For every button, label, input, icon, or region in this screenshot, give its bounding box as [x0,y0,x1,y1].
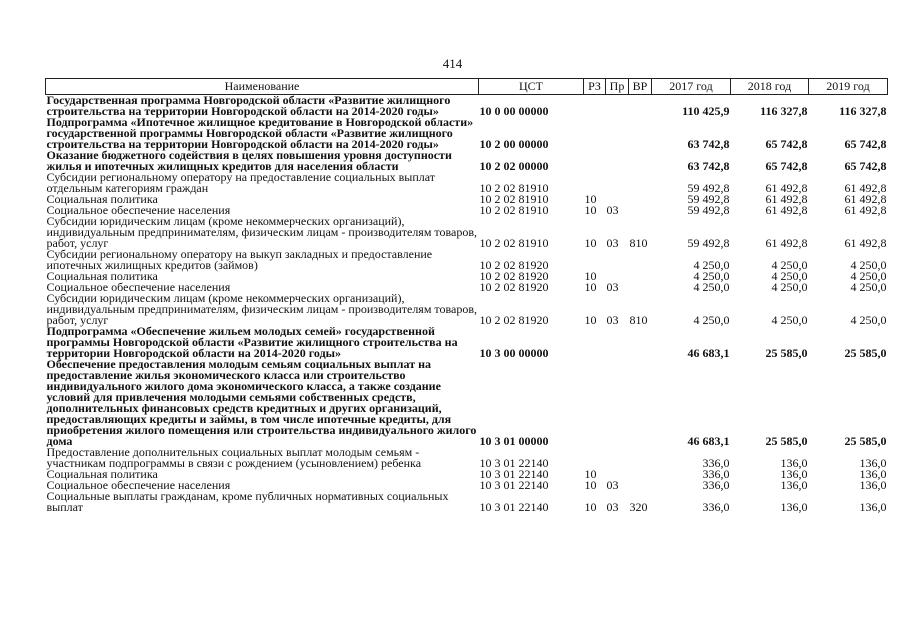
cell-pr [606,447,629,469]
cell-rz: 10 [584,280,597,294]
cell-pr [606,249,629,271]
cell-vr [629,469,652,480]
cell-name: Субсидии региональному оператору на выкуп закладных и предоставление ипотечных жилищных кредитов (займов) [46,247,433,272]
page-number: 414 [442,56,463,71]
cell-pr: 03 [606,236,619,250]
cell-2017: 59 492,8 [687,181,730,195]
cell-rz [584,447,606,469]
cell-2019: 61 492,8 [844,181,887,195]
cell-2019: 4 250,0 [850,280,887,294]
cell-name: Оказание бюджетного содействия в целях повышения уровня доступности жилья и ипотечных жилищных кредитов для населения области [46,148,452,173]
cell-cst: 10 2 02 81910 [479,181,549,195]
budget-table [45,78,888,513]
table-row [46,293,888,326]
cell-2018: 4 250,0 [771,258,808,272]
cell-2019: 4 250,0 [850,313,887,327]
cell-rz [584,249,606,271]
cell-vr: 320 [629,500,648,514]
cell-pr [606,326,629,359]
cell-pr: 03 [606,280,619,294]
cell-2018: 136,0 [780,467,808,481]
cell-2018: 65 742,8 [765,159,808,173]
cell-name: Государственная программа Новгородской области «Развитие жилищного строительства на территории Новгородской области на 2014-2020 годы» [46,93,451,118]
cell-rz [584,172,606,194]
cell-name: Обеспечение предоставления молодым семьям социальных выплат на предоставление жилья экономического класса или строительство индивидуального жилого дома экономического класса, а также создание условий для привлечения молодыми семьями собственных средств, дополнительных финансовых средств кредитных и других организаций, предоставляющих кредиты и займы, в том числе ипотечные кредиты, для приобретения жилого помещения или строительства индивидуального жилого дома [46,357,477,448]
cell-2017: 63 742,8 [687,137,730,151]
cell-pr [606,95,629,118]
cell-name: Социальное обеспечение населения [46,203,231,217]
cell-2018: 61 492,8 [765,192,808,206]
cell-2017: 4 250,0 [693,269,730,283]
cell-2019: 65 742,8 [844,159,887,173]
header-rz: РЗ [584,79,606,95]
cell-pr [606,172,629,194]
cell-vr: 810 [629,236,648,250]
cell-cst: 10 3 01 22140 [479,456,549,470]
header-pr: Пр [606,79,629,95]
header-cst: ЦСТ [479,79,584,95]
cell-2018: 65 742,8 [765,137,808,151]
cell-rz: 10 [584,236,597,250]
cell-2019: 136,0 [859,478,887,492]
cell-pr: 03 [606,313,619,327]
cell-pr: 03 [606,203,619,217]
cell-vr: 810 [629,313,648,327]
cell-2017: 336,0 [702,500,730,514]
cell-2018: 4 250,0 [771,280,808,294]
cell-2017: 59 492,8 [687,236,730,250]
cell-pr: 03 [606,478,619,492]
cell-rz: 10 [584,467,597,481]
cell-cst: 10 3 01 00000 [479,434,549,448]
cell-vr [629,480,652,491]
cell-2017: 59 492,8 [687,192,730,206]
cell-name: Социальная политика [46,269,158,283]
cell-2019: 136,0 [859,456,887,470]
cell-2017: 46 683,1 [687,434,730,448]
cell-name: Социальное обеспечение населения [46,280,231,294]
cell-vr [629,359,652,447]
cell-cst: 10 2 02 81920 [479,269,549,283]
cell-2018: 4 250,0 [771,269,808,283]
cell-2017: 4 250,0 [693,313,730,327]
cell-rz [584,359,606,447]
cell-cst: 10 2 02 81920 [479,313,549,327]
cell-vr [629,150,652,172]
cell-2018: 61 492,8 [765,236,808,250]
cell-2017: 336,0 [702,478,730,492]
cell-rz: 10 [584,478,597,492]
cell-rz: 10 [584,500,597,514]
cell-rz [584,117,606,150]
cell-2019: 61 492,8 [844,236,887,250]
table-body [46,95,888,514]
table-row [46,216,888,249]
cell-rz: 10 [584,313,597,327]
cell-name: Субсидии региональному оператору на предоставление социальных выплат отдельным категориям граждан [46,170,436,195]
cell-2018: 136,0 [780,500,808,514]
cell-name: Предоставление дополнительных социальных выплат молодым семьям - участникам подпрограммы в связи с рождением (усыновлением) ребенка [46,445,422,470]
table-row [46,447,888,469]
cell-2019: 65 742,8 [844,137,887,151]
cell-vr [629,447,652,469]
cell-vr [629,172,652,194]
cell-name: Социальное обеспечение населения [46,478,231,492]
cell-vr [629,271,652,282]
cell-2018: 61 492,8 [765,203,808,217]
cell-rz [584,95,606,118]
table-row [46,150,888,172]
cell-name: Субсидии юридическим лицам (кроме некоммерческих организаций), индивидуальным предпринимателям, физическим лицам - производителям товаров, работ, услуг [46,214,478,250]
cell-rz: 10 [584,203,597,217]
cell-name: Подпрограмма «Обеспечение жильем молодых семей» государственной программы Новгородской области «Развитие жилищного строительства на территории Новгородской области на 2014-2020 годы» [46,324,458,360]
cell-name: Социальная политика [46,467,158,481]
cell-cst: 10 2 02 81910 [479,192,549,206]
header-2019: 2019 год [809,79,888,95]
cell-rz: 10 [584,269,597,283]
cell-2019: 136,0 [859,500,887,514]
table-row [46,326,888,359]
table-row [46,95,888,118]
header-vr: ВР [629,79,652,95]
cell-2017: 4 250,0 [693,280,730,294]
cell-pr: 03 [606,500,619,514]
cell-rz [584,326,606,359]
cell-2019: 116 327,8 [839,104,887,118]
cell-2018: 61 492,8 [765,181,808,195]
cell-2017: 336,0 [702,467,730,481]
header-2018: 2018 год [731,79,809,95]
cell-vr [629,205,652,216]
cell-2018: 25 585,0 [765,434,808,448]
cell-2019: 25 585,0 [844,346,887,360]
cell-cst: 10 2 02 81920 [479,258,549,272]
cell-2019: 4 250,0 [850,269,887,283]
table-row [46,491,888,513]
cell-rz [584,150,606,172]
cell-vr [629,194,652,205]
cell-rz: 10 [584,192,597,206]
cell-2019: 136,0 [859,467,887,481]
cell-name: Подпрограмма «Ипотечное жилищное кредитование в Новгородской области» государственной программы Новгородской области «Развитие жилищного строительства на территории Новгородской области на 2014-2020 годы» [46,115,474,151]
table-row [46,172,888,194]
cell-cst: 10 2 02 81910 [479,203,549,217]
cell-2017: 46 683,1 [687,346,730,360]
cell-2017: 59 492,8 [687,203,730,217]
cell-2018: 25 585,0 [765,346,808,360]
cell-2019: 4 250,0 [850,258,887,272]
cell-2018: 116 327,8 [760,104,808,118]
cell-pr [606,150,629,172]
table-row [46,359,888,447]
header-2017: 2017 год [652,79,731,95]
cell-cst: 10 3 00 00000 [479,346,549,360]
cell-2017: 336,0 [702,456,730,470]
cell-cst: 10 2 02 00000 [479,159,549,173]
cell-2018: 136,0 [780,478,808,492]
cell-pr [606,359,629,447]
cell-cst: 10 2 02 81920 [479,280,549,294]
cell-2018: 136,0 [780,456,808,470]
cell-2019: 61 492,8 [844,203,887,217]
cell-vr [629,117,652,150]
table-row [46,249,888,271]
cell-name: Социальная политика [46,192,158,206]
cell-cst: 10 0 00 00000 [479,104,549,118]
cell-cst: 10 3 01 22140 [479,467,549,481]
cell-2018: 4 250,0 [771,313,808,327]
cell-vr [629,326,652,359]
table-row [46,117,888,150]
cell-cst: 10 2 02 81910 [479,236,549,250]
cell-2017: 63 742,8 [687,159,730,173]
cell-2019: 25 585,0 [844,434,887,448]
cell-name: Субсидии юридическим лицам (кроме некоммерческих организаций), индивидуальным предпринимателям, физическим лицам - производителям товаров, работ, услуг [46,291,478,327]
cell-cst: 10 3 01 22140 [479,500,549,514]
cell-name: Социальные выплаты гражданам, кроме публичных нормативных социальных выплат [46,489,449,514]
header-name: Наименование [46,79,479,95]
cell-pr [606,117,629,150]
cell-2017: 110 425,9 [682,104,730,118]
cell-vr [629,249,652,271]
cell-cst: 10 3 01 22140 [479,478,549,492]
cell-2019: 61 492,8 [844,192,887,206]
cell-cst: 10 2 00 00000 [479,137,549,151]
cell-vr [629,282,652,293]
cell-vr [629,95,652,118]
cell-2017: 4 250,0 [693,258,730,272]
